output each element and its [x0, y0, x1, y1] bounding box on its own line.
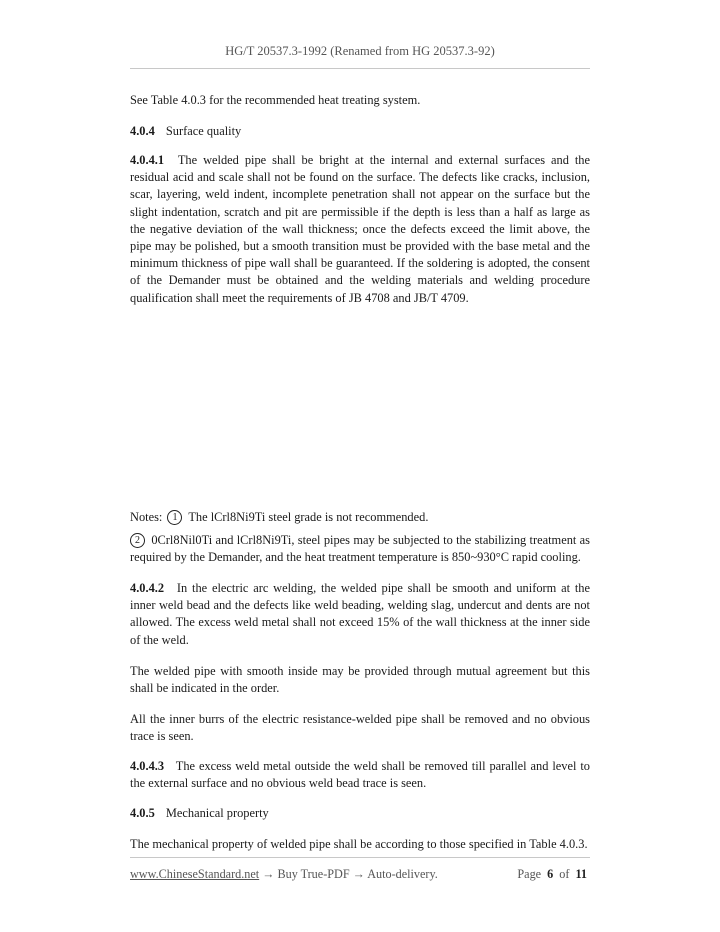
- inner-burrs-paragraph: All the inner burrs of the electric resistance-welded pipe shall be removed and no obvious trace is seen.: [130, 712, 590, 744]
- auto-delivery-text: Auto-delivery.: [367, 867, 438, 881]
- header-divider: [130, 68, 590, 69]
- of-label: of: [559, 867, 570, 881]
- page-label: Page: [517, 867, 542, 881]
- smooth-inside-paragraph: The welded pipe with smooth inside may be provided through mutual agreement but this shall be indicated in the order.: [130, 664, 590, 696]
- footer-divider: [130, 857, 590, 858]
- section-title: Surface quality: [165, 124, 242, 138]
- note-2-text: 0Crl8Nil0Ti and lCrl8Ni9Ti, steel pipes may be subjected to the stabilizing treatment as required by the Demander, and the heat treatment temperature is 850~930°C rapid cooling.: [130, 533, 590, 565]
- circled-number-icon: 2: [130, 533, 145, 548]
- clause-text: In the electric arc welding, the welded pipe shall be smooth and uniform at the inner weld bead and the defects like weld beading, welding slag, undercut and dents are not allowed. The excess weld metal shall not exceed 15% of the wall thickness at the inner side of the weld.: [130, 581, 590, 647]
- clause-4-0-4-1: [130, 152, 590, 307]
- section-4-0-4-heading: [130, 123, 590, 140]
- page-number: 6: [547, 867, 554, 881]
- buy-pdf-link[interactable]: Buy True-PDF: [277, 867, 350, 881]
- section-number: 4.0.4: [130, 124, 155, 138]
- page-footer: [130, 867, 590, 882]
- clause-number: 4.0.4.2: [130, 581, 165, 595]
- clause-number: 4.0.4.1: [130, 153, 165, 167]
- clause-text: The excess weld metal outside the weld shall be removed till parallel and level to the external surface and no obvious weld bead trace is seen.: [130, 759, 590, 791]
- section-title: Mechanical property: [165, 806, 269, 820]
- page-total: 11: [575, 867, 587, 881]
- note-1: [130, 509, 590, 526]
- note-1-text: The lCrl8Ni9Ti steel grade is not recommended.: [188, 510, 429, 524]
- clause-4-0-4-3: [130, 758, 590, 792]
- arrow-icon: →: [262, 867, 275, 881]
- page-header: HG/T 20537.3-1992 (Renamed from HG 20537.3-92): [225, 44, 495, 58]
- section-number: 4.0.5: [130, 806, 155, 820]
- circled-number-icon: 1: [167, 510, 182, 525]
- clause-number: 4.0.4.3: [130, 759, 165, 773]
- notes-label: Notes:: [130, 510, 163, 524]
- note-2: [130, 532, 590, 566]
- mechanical-property-paragraph: The mechanical property of welded pipe shall be according to those specified in Table 4.0.3.: [130, 837, 588, 851]
- section-4-0-5-heading: [130, 805, 590, 822]
- clause-text: The welded pipe shall be bright at the internal and external surfaces and the residual acid and scale shall not be found on the surface. The defects like cracks, inclusion, scar, layering, weld indent, incomplete penetration shall not appear on the surface but the slight indentation, scratch and pit are permissible if the depth is less than a half as large as the negative deviation of the wall thickness; once the defects exceed the limit above, the pipe may be polished, but a smooth transition must be provided with the base metal and the minimum thickness of pipe wall shall be guaranteed. If the soldering is adopted, the consent of the Demander must be obtained and the welding materials and welding procedure qualification shall meet the requirements of JB 4708 and JB/T 4709.: [130, 153, 591, 305]
- site-link[interactable]: www.ChineseStandard.net: [130, 867, 260, 881]
- clause-4-0-4-2: [130, 580, 590, 649]
- intro-paragraph: See Table 4.0.3 for the recommended heat treating system.: [130, 93, 421, 107]
- arrow-icon: →: [352, 867, 365, 881]
- page-indicator: [517, 867, 590, 882]
